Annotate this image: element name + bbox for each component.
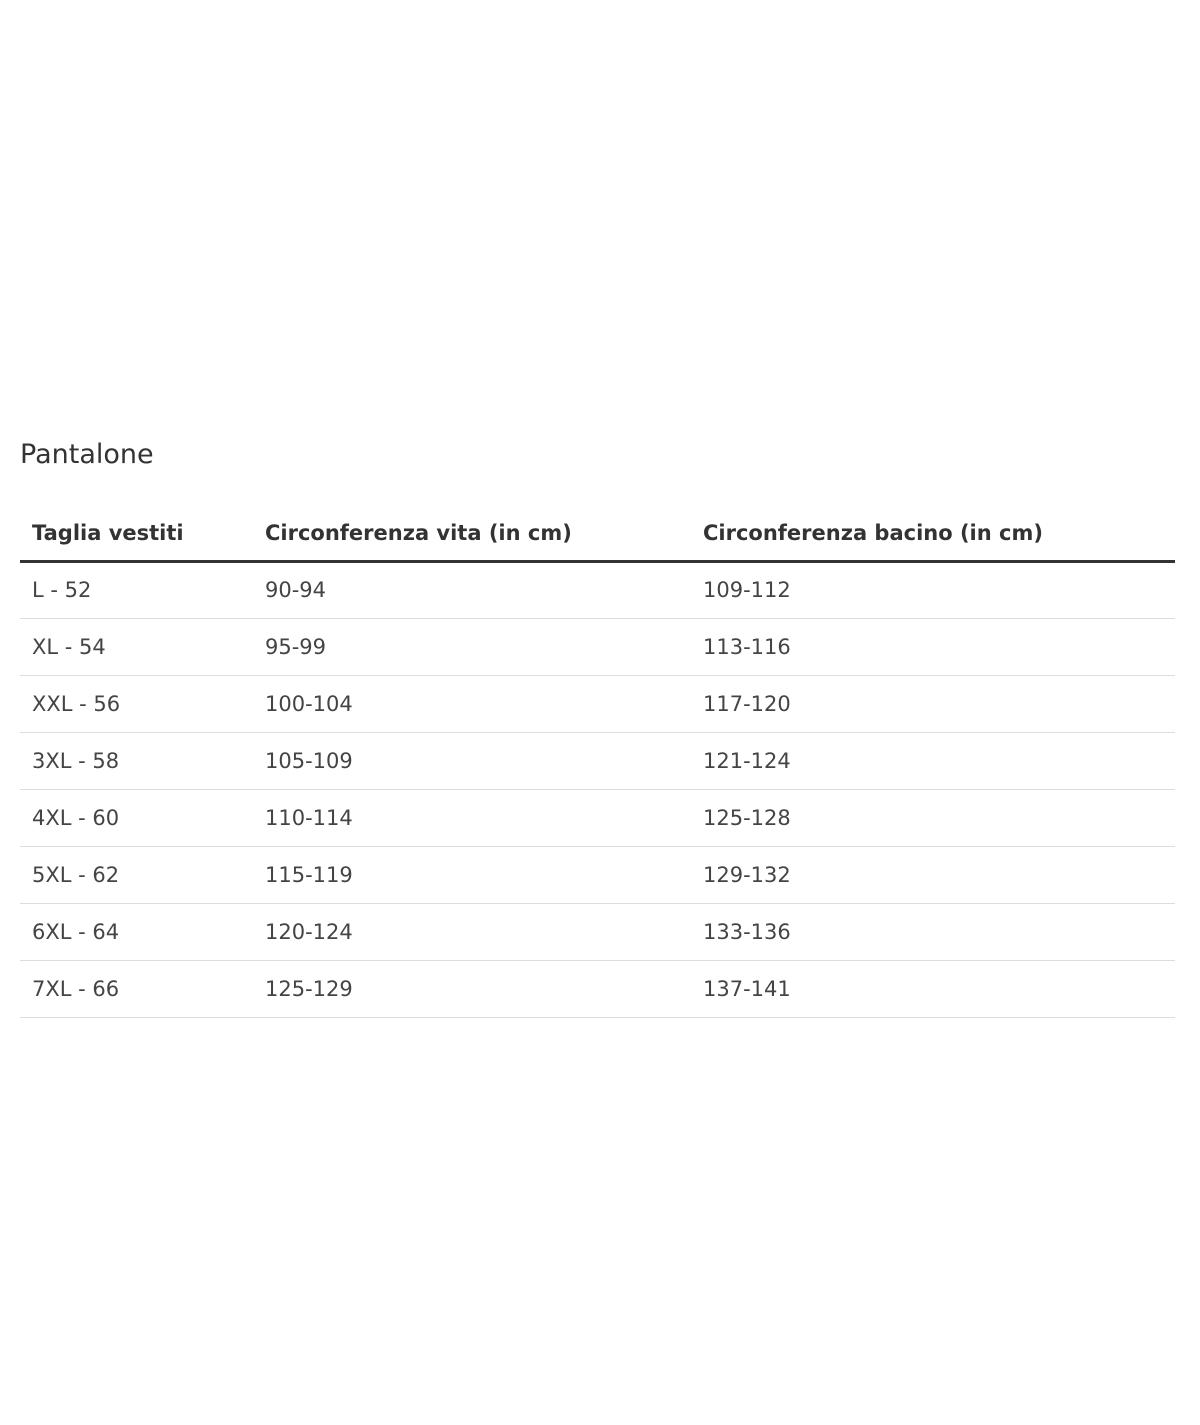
header-waist: Circonferenza vita (in cm) xyxy=(253,506,691,561)
cell-waist: 100-104 xyxy=(253,675,691,732)
cell-hip: 133-136 xyxy=(691,903,1175,960)
cell-waist: 110-114 xyxy=(253,789,691,846)
cell-waist: 115-119 xyxy=(253,846,691,903)
cell-waist: 105-109 xyxy=(253,732,691,789)
cell-size: L - 52 xyxy=(20,561,253,618)
cell-hip: 137-141 xyxy=(691,960,1175,1017)
cell-hip: 109-112 xyxy=(691,561,1175,618)
cell-size: 3XL - 58 xyxy=(20,732,253,789)
cell-size: 7XL - 66 xyxy=(20,960,253,1017)
table-row xyxy=(20,561,1175,618)
cell-waist: 95-99 xyxy=(253,618,691,675)
table-row xyxy=(20,732,1175,789)
cell-size: 4XL - 60 xyxy=(20,789,253,846)
size-table xyxy=(20,506,1175,1018)
cell-waist: 90-94 xyxy=(253,561,691,618)
table-header-row xyxy=(20,506,1175,561)
cell-hip: 129-132 xyxy=(691,846,1175,903)
table-row xyxy=(20,675,1175,732)
cell-hip: 113-116 xyxy=(691,618,1175,675)
cell-size: 5XL - 62 xyxy=(20,846,253,903)
header-hip: Circonferenza bacino (in cm) xyxy=(691,506,1175,561)
table-row xyxy=(20,960,1175,1017)
table-row xyxy=(20,903,1175,960)
cell-size: XL - 54 xyxy=(20,618,253,675)
header-size: Taglia vestiti xyxy=(20,506,253,561)
cell-size: 6XL - 64 xyxy=(20,903,253,960)
table-row xyxy=(20,846,1175,903)
cell-hip: 117-120 xyxy=(691,675,1175,732)
size-guide-section xyxy=(20,436,1175,1018)
cell-hip: 125-128 xyxy=(691,789,1175,846)
cell-hip: 121-124 xyxy=(691,732,1175,789)
cell-waist: 120-124 xyxy=(253,903,691,960)
table-row xyxy=(20,789,1175,846)
table-row xyxy=(20,618,1175,675)
cell-size: XXL - 56 xyxy=(20,675,253,732)
cell-waist: 125-129 xyxy=(253,960,691,1017)
section-title: Pantalone xyxy=(20,439,154,470)
